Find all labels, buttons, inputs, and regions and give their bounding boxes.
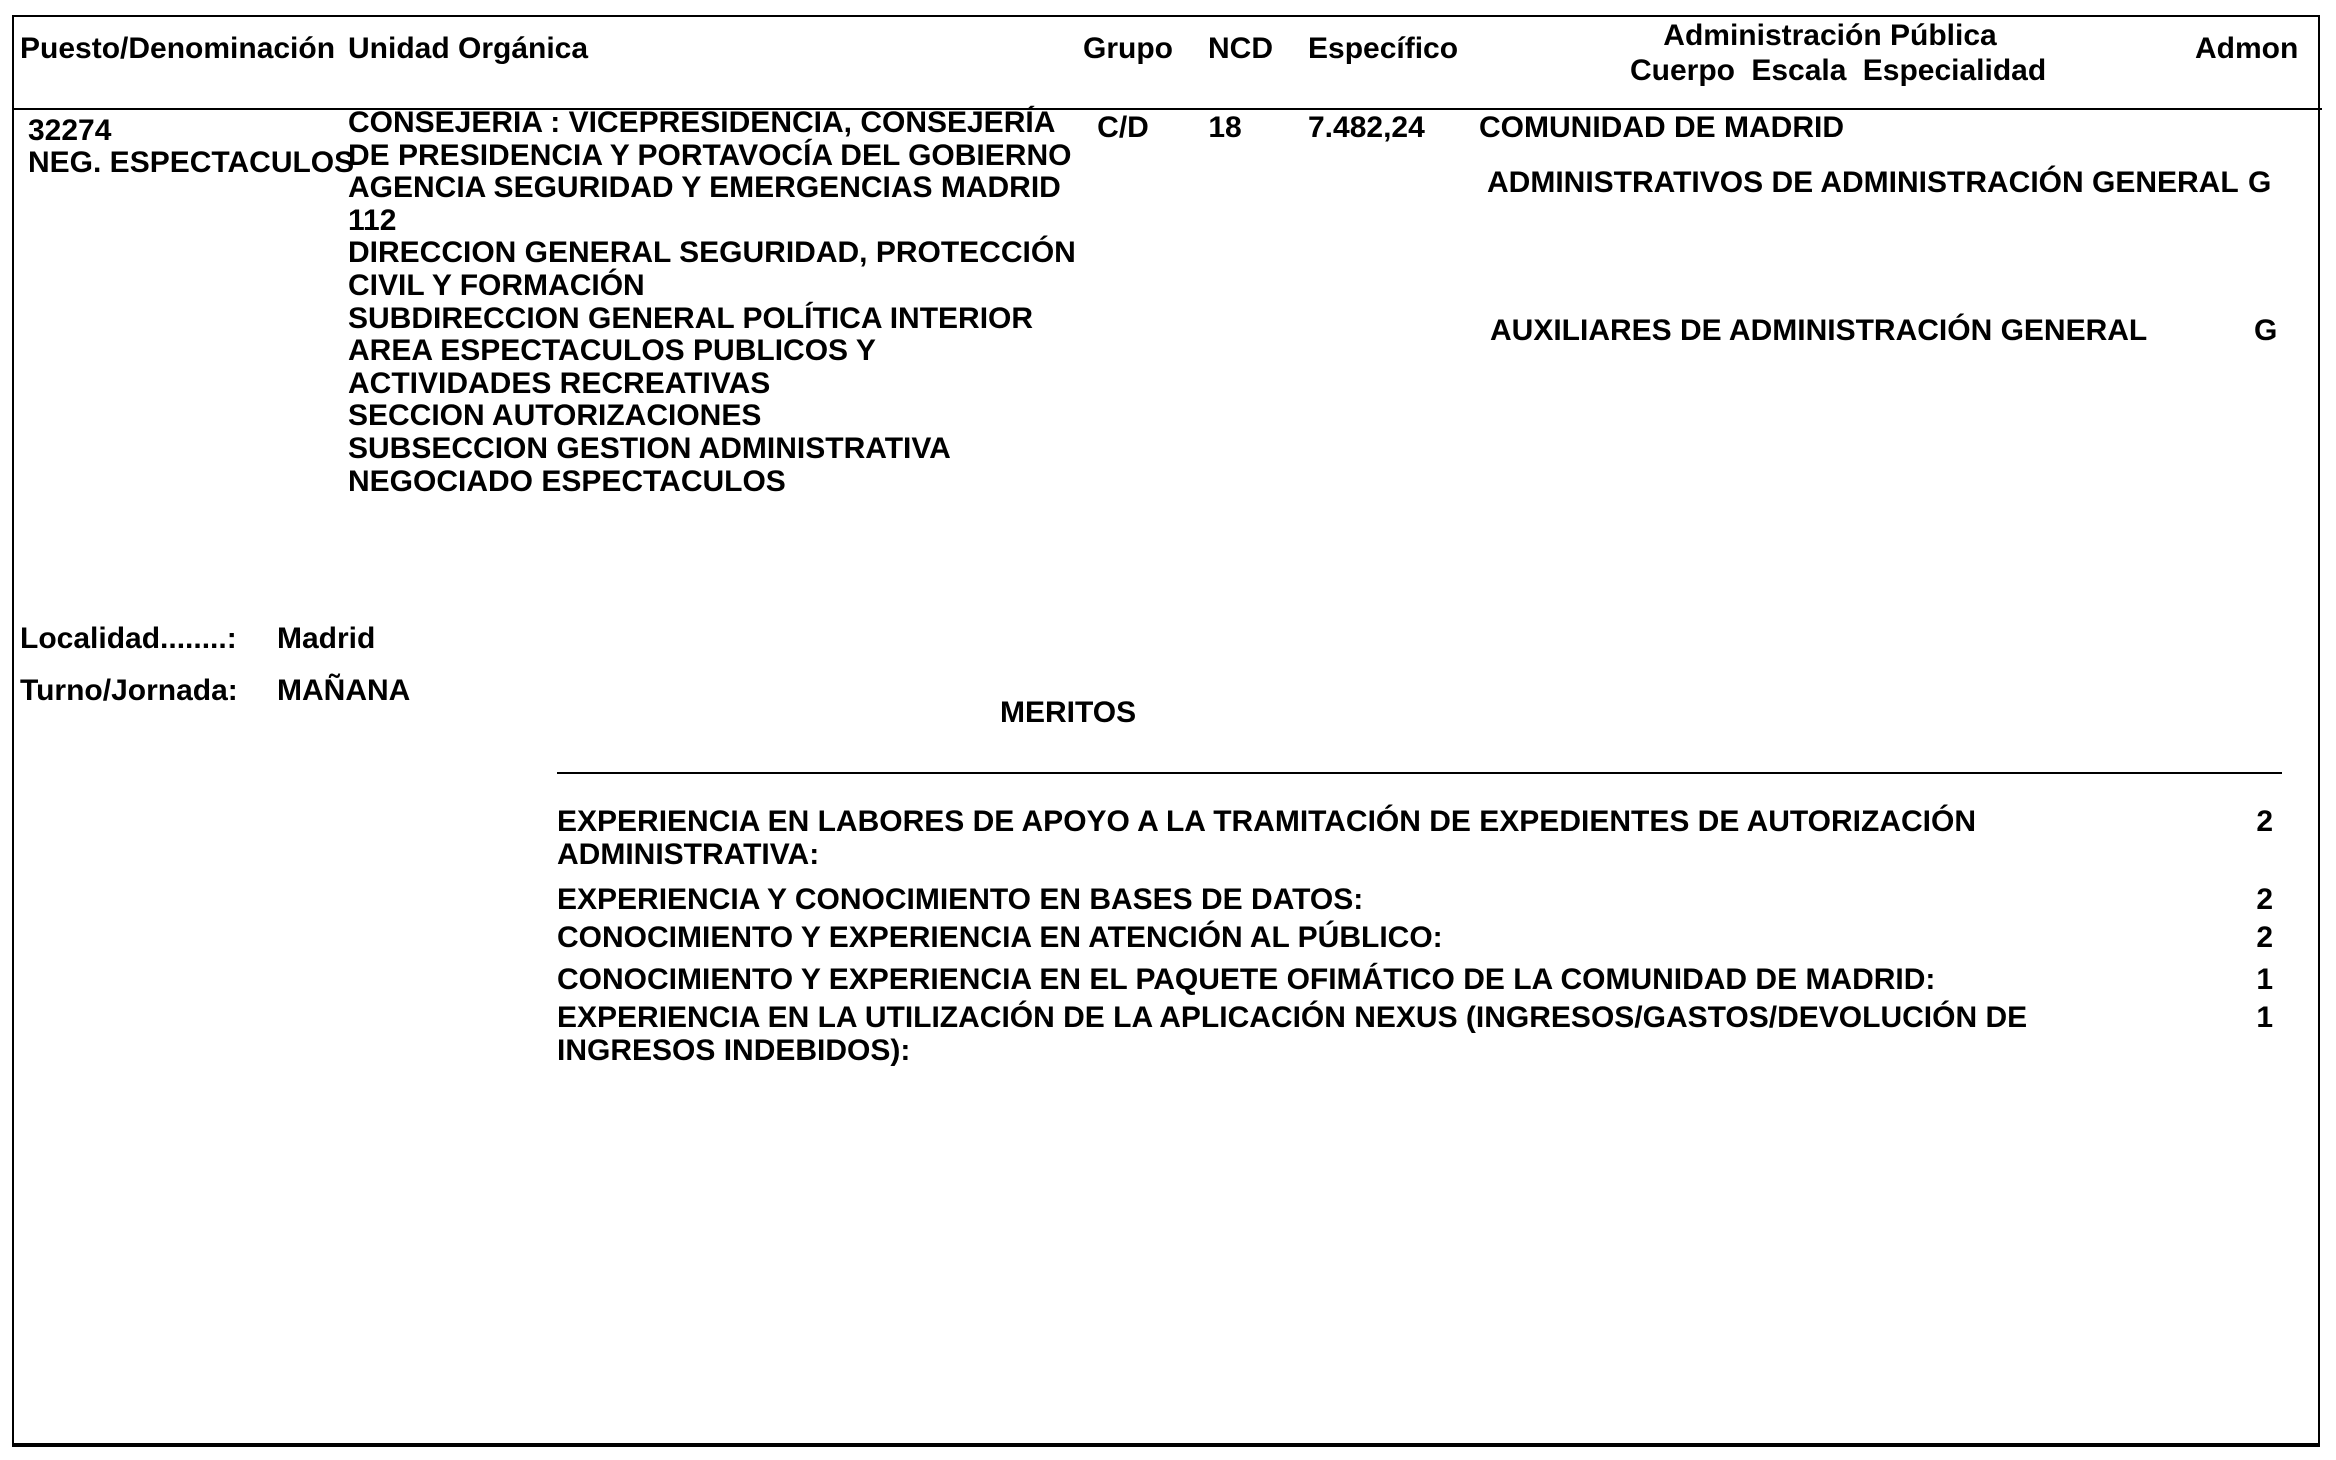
merit-points: 1 bbox=[2256, 1001, 2273, 1034]
column-header-unidad-organica: Unidad Orgánica bbox=[348, 32, 589, 65]
merit-label-line: EXPERIENCIA EN LABORES DE APOYO A LA TRAMITACIÓN DE EXPEDIENTES DE AUTORIZACIÓN bbox=[557, 805, 1977, 838]
cuerpo-name: AUXILIARES DE ADMINISTRACIÓN GENERAL bbox=[1490, 314, 2148, 347]
localidad-label: Localidad........: bbox=[20, 622, 237, 655]
merit-label-line: ADMINISTRATIVA: bbox=[557, 838, 820, 871]
merit-item bbox=[557, 805, 2317, 871]
merit-points: 2 bbox=[2256, 921, 2273, 954]
localidad-value: Madrid bbox=[277, 622, 376, 655]
unidad-organica-line: CIVIL Y FORMACIÓN bbox=[348, 268, 645, 302]
ncd-value: 18 bbox=[1208, 111, 1242, 144]
merit-label-line: CONOCIMIENTO Y EXPERIENCIA EN ATENCIÓN AL PÚBLICO: bbox=[557, 921, 1443, 954]
unidad-organica-line: DIRECCION GENERAL SEGURIDAD, PROTECCIÓN bbox=[348, 236, 1076, 270]
unidad-organica-cell bbox=[348, 107, 1076, 498]
administracion-publica-value: COMUNIDAD DE MADRID bbox=[1479, 111, 1844, 144]
unidad-organica-line: NEGOCIADO ESPECTACULOS bbox=[348, 464, 786, 498]
merit-item bbox=[557, 921, 2317, 954]
column-header-ncd: NCD bbox=[1208, 32, 1273, 65]
cuerpo-admon-flag: G bbox=[2254, 314, 2278, 347]
meritos-separator-line bbox=[557, 772, 2282, 774]
merit-label-line: EXPERIENCIA EN LA UTILIZACIÓN DE LA APLICACIÓN NEXUS (INGRESOS/GASTOS/DEVOLUCIÓN DE bbox=[557, 1001, 2028, 1034]
grupo-value: C/D bbox=[1097, 111, 1149, 144]
unidad-organica-line: DE PRESIDENCIA Y PORTAVOCÍA DEL GOBIERNO bbox=[348, 138, 1072, 172]
unidad-organica-line: 112 bbox=[348, 203, 397, 237]
turno-jornada-value: MAÑANA bbox=[277, 674, 411, 707]
cuerpo-name: ADMINISTRATIVOS DE ADMINISTRACIÓN GENERAL bbox=[1487, 166, 2239, 199]
puesto-denominacion: NEG. ESPECTACULOS bbox=[28, 146, 355, 179]
column-header-admon: Admon bbox=[2195, 32, 2299, 65]
especifico-value: 7.482,24 bbox=[1308, 111, 1425, 144]
puesto-denominacion-cell bbox=[28, 115, 354, 179]
merit-label-line: CONOCIMIENTO Y EXPERIENCIA EN EL PAQUETE OFIMÁTICO DE LA COMUNIDAD DE MADRID: bbox=[557, 963, 1936, 996]
merit-item bbox=[557, 883, 2317, 916]
merit-points: 1 bbox=[2256, 963, 2273, 996]
meritos-list bbox=[557, 805, 2317, 1067]
puesto-number: 32274 bbox=[28, 114, 112, 147]
column-header-especifico: Específico bbox=[1308, 32, 1459, 65]
merit-points: 2 bbox=[2256, 883, 2273, 916]
merit-label-line: EXPERIENCIA Y CONOCIMIENTO EN BASES DE DATOS: bbox=[557, 883, 1364, 916]
unidad-organica-line: ACTIVIDADES RECREATIVAS bbox=[348, 366, 771, 400]
column-header-admin-line2: Cuerpo Escala Especialidad bbox=[1630, 54, 2047, 87]
unidad-organica-line: CONSEJERIA : VICEPRESIDENCIA, CONSEJERÍA bbox=[348, 106, 1056, 139]
merit-label-line: INGRESOS INDEBIDOS): bbox=[557, 1034, 911, 1067]
merit-points: 2 bbox=[2256, 805, 2273, 838]
column-header-administracion-publica bbox=[1630, 18, 2047, 88]
unidad-organica-line: SECCION AUTORIZACIONES bbox=[348, 399, 762, 433]
unidad-organica-line: AGENCIA SEGURIDAD Y EMERGENCIAS MADRID bbox=[348, 171, 1061, 205]
unidad-organica-line: SUBSECCION GESTION ADMINISTRATIVA bbox=[348, 431, 951, 465]
column-header-grupo: Grupo bbox=[1083, 32, 1173, 65]
column-header-puesto: Puesto/Denominación bbox=[20, 32, 336, 65]
column-header-admin-line1: Administración Pública bbox=[1663, 19, 1997, 52]
unidad-organica-line: AREA ESPECTACULOS PUBLICOS Y bbox=[348, 334, 876, 368]
merit-item bbox=[557, 963, 2317, 996]
cuerpo-admon-flag: G bbox=[2248, 166, 2272, 199]
merit-item bbox=[557, 1001, 2317, 1067]
turno-jornada-label: Turno/Jornada: bbox=[20, 674, 238, 707]
unidad-organica-line: SUBDIRECCION GENERAL POLÍTICA INTERIOR bbox=[348, 301, 1034, 335]
meritos-title: MERITOS bbox=[1000, 696, 1137, 729]
